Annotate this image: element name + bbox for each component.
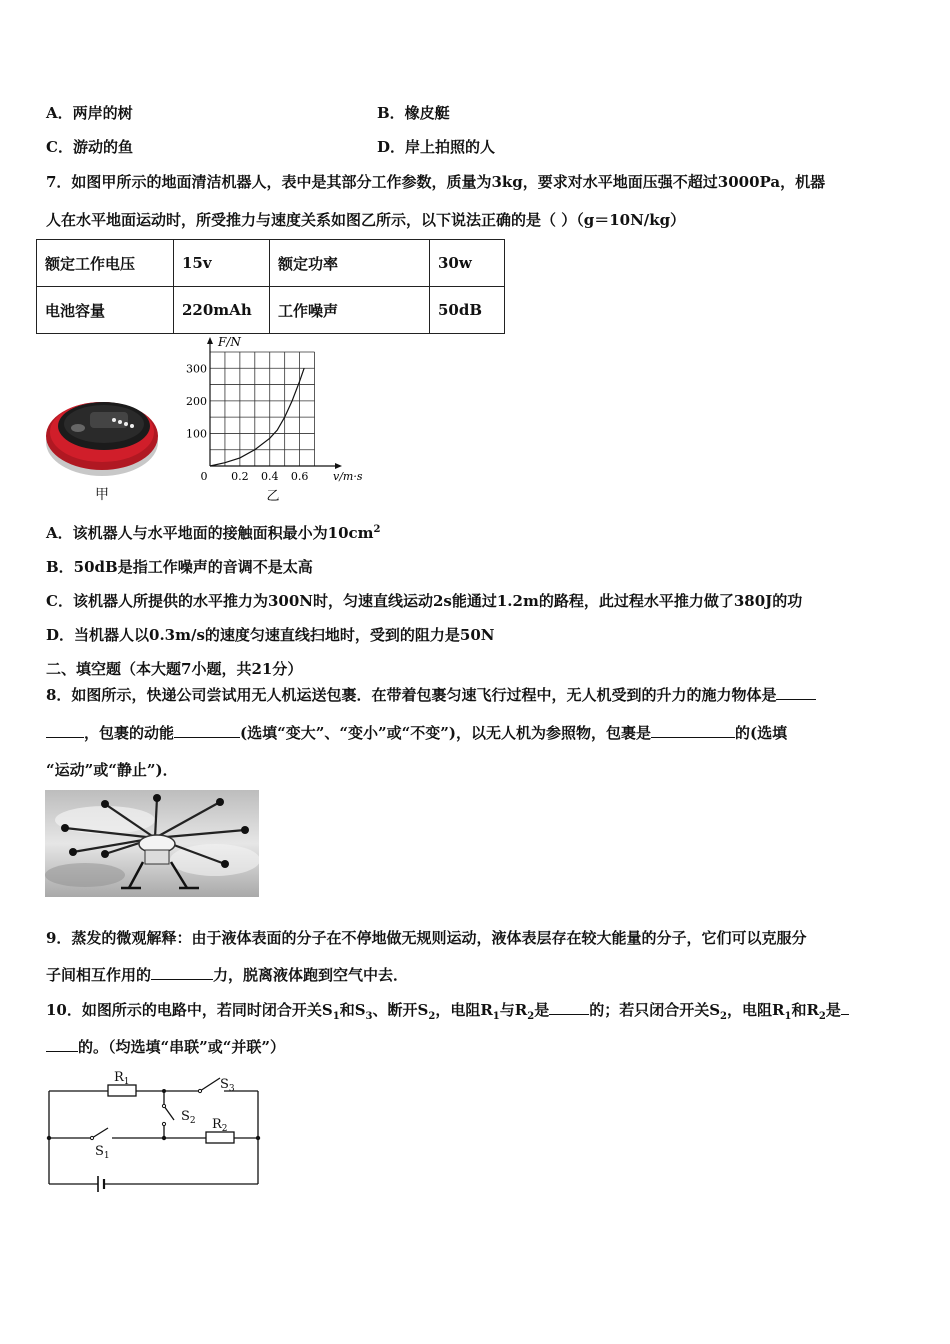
q8-text: 的(选填	[734, 724, 788, 742]
label-r1: $R_1$	[114, 1070, 130, 1087]
q9-stem-line1: 9．蒸发的微观解释：由于液体表面的分子在不停地做无规则运动，液体表层存在较大能量的分子，它们可以克服分	[46, 929, 807, 947]
answer-blank[interactable]	[651, 723, 735, 738]
q9-text: 力，脱离液体跑到空气中去．	[213, 966, 409, 984]
answer-blank[interactable]	[549, 1000, 589, 1015]
q8-stem-line1	[46, 684, 816, 705]
table-cell: 15v	[174, 240, 270, 287]
chart-y-tick-label: 300	[186, 362, 207, 376]
table-row	[37, 240, 505, 287]
table-cell: 工作噪声	[270, 287, 430, 334]
chart-y-axis-label: F/N	[218, 335, 241, 349]
q7-option-c: C．该机器人所提供的水平推力为300N时，匀速直线运动2s能通过1.2m的路程，此过程水平推力做了380J的功	[46, 592, 803, 610]
parameter-table	[36, 239, 505, 334]
chart-x-tick-label: 0	[200, 470, 208, 483]
chart-x-arrow	[335, 463, 342, 469]
answer-blank[interactable]	[46, 1037, 78, 1052]
chart-y-tick-label: 200	[186, 394, 207, 408]
table-cell: 30w	[430, 240, 505, 287]
subscript: 2	[428, 1011, 436, 1022]
q10-text: ，电阻R	[435, 1001, 493, 1019]
subscript: 1	[492, 1011, 500, 1022]
answer-blank[interactable]	[46, 723, 84, 738]
force-velocity-chart	[180, 334, 375, 506]
fig-jia-label: 甲	[95, 487, 109, 503]
q10-text: 和R	[791, 1001, 819, 1019]
chart-x-tick-label: 0.6	[290, 470, 309, 483]
q10-text: 10．如图所示的电路中，若同时闭合开关S	[46, 1001, 333, 1019]
table-cell: 额定功率	[270, 240, 430, 287]
q8-text: (选填“变大”、“变小”或“不变”)，以无人机为参照物，包裹是	[240, 724, 651, 742]
drone-image	[45, 790, 259, 897]
q8-text: 8．如图所示，快递公司尝试用无人机运送包裹．在带着包裹匀速飞行过程中，无人机受到的升力的施力物体是	[46, 686, 777, 704]
q8-stem-line3: “运动”或“静止”)．	[46, 761, 178, 779]
circuit-diagram	[40, 1066, 270, 1201]
answer-blank[interactable]	[841, 1000, 849, 1015]
answer-blank[interactable]	[776, 685, 816, 700]
answer-blank[interactable]	[174, 723, 240, 738]
table-cell: 电池容量	[37, 287, 174, 334]
q7-option-a-text: A．该机器人与水平地面的接触面积最小为10cm	[46, 524, 374, 542]
table-cell: 50dB	[430, 287, 505, 334]
subscript: 2	[527, 1011, 535, 1022]
chart-x-axis-label: v/m·s	[333, 470, 363, 483]
subscript: 3	[365, 1011, 373, 1022]
resistor-r2	[206, 1132, 234, 1143]
fig-yi-label: 乙	[266, 489, 280, 504]
superscript: 2	[373, 524, 381, 535]
q10-stem-line2	[46, 1036, 285, 1057]
q10-text: 和S	[339, 1001, 366, 1019]
q7-stem-line1: 7．如图甲所示的地面清洁机器人，表中是其部分工作参数，质量为3kg，要求对水平地面压强不超过3000Pa，机器	[46, 173, 826, 191]
q10-text: 是	[534, 1001, 550, 1019]
robot-cleaner-image	[44, 384, 164, 504]
label-s1: $S_1$	[95, 1144, 110, 1161]
q10-text: 与R	[499, 1001, 528, 1019]
q10-text: 的；若只闭合开关S	[589, 1001, 721, 1019]
q7-option-d: D．当机器人以0.3m/s的速度匀速直线扫地时，受到的阻力是50N	[46, 626, 495, 644]
q7-stem-line2: 人在水平地面运动时，所受推力与速度关系如图乙所示，以下说法正确的是（ ）（g＝10N/kg）	[46, 211, 686, 229]
label-r2: $R_2$	[212, 1117, 228, 1134]
q10-text: ，电阻R	[727, 1001, 785, 1019]
chart-x-tick-label: 0.4	[260, 470, 279, 483]
chart-y-tick-label: 100	[186, 427, 207, 441]
q7-option-a	[46, 522, 381, 543]
q9-text: 子间相互作用的	[46, 966, 152, 984]
q6-option-c: C．游动的鱼	[46, 138, 133, 156]
subscript: 1	[784, 1011, 792, 1022]
q10-text: 是	[825, 1001, 841, 1019]
chart-x-tick-label: 0.2	[231, 470, 249, 483]
section-heading: 二、填空题（本大题7小题，共21分）	[46, 660, 303, 678]
chart-y-arrow	[207, 337, 213, 344]
q8-stem-line2	[46, 722, 787, 743]
table-cell: 220mAh	[174, 287, 270, 334]
subscript: 1	[332, 1011, 340, 1022]
subscript: 2	[720, 1011, 728, 1022]
label-s2: $S_2$	[181, 1109, 196, 1126]
label-s3: $S_3$	[220, 1077, 235, 1094]
q6-option-a: A．两岸的树	[46, 104, 133, 122]
q9-stem-line2	[46, 964, 408, 985]
table-row	[37, 287, 505, 334]
answer-blank[interactable]	[151, 965, 213, 980]
q6-option-d: D．岸上拍照的人	[377, 138, 496, 156]
q6-option-b: B．橡皮艇	[377, 104, 450, 122]
resistor-r1	[108, 1085, 136, 1096]
q10-text: 的。（均选填“串联”或“并联”）	[78, 1038, 286, 1056]
q8-text: ，包裹的动能	[84, 724, 175, 742]
q10-text: 、断开S	[372, 1001, 429, 1019]
subscript: 2	[818, 1011, 826, 1022]
table-cell: 额定工作电压	[37, 240, 174, 287]
q7-option-b: B．50dB是指工作噪声的音调不是太高	[46, 558, 313, 576]
q10-stem-line1	[46, 999, 849, 1022]
